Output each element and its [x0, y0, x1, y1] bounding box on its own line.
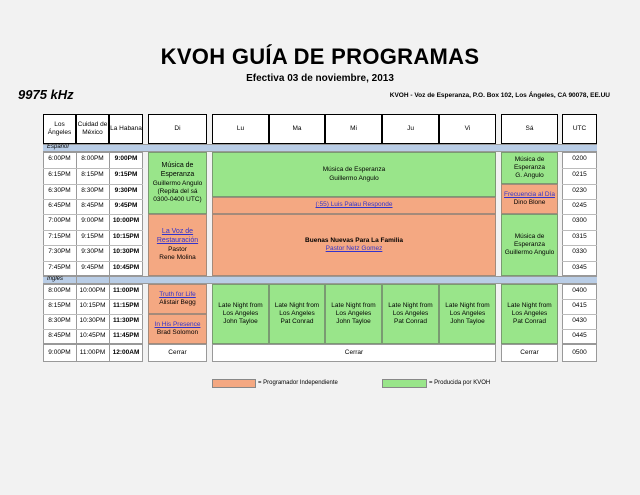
- time-utc: 0245: [572, 202, 587, 210]
- program-host: Brad Solomon: [156, 329, 199, 336]
- time-mexico: 10:45PM: [79, 332, 106, 340]
- col-vi: Vi: [439, 114, 496, 144]
- program-late-night: [325, 284, 382, 344]
- program-link[interactable]: Frecuencia al Día: [504, 190, 555, 198]
- time-mexico: 10:00PM: [79, 287, 106, 295]
- col-mi: Mi: [325, 114, 382, 144]
- time-mexico: 8:15PM: [81, 171, 104, 179]
- time-utc: 0200: [572, 155, 587, 163]
- time-mexico: 11:00PM: [79, 348, 106, 356]
- time-mexico: 9:15PM: [81, 233, 104, 241]
- time-mexico: 10:30PM: [79, 317, 106, 325]
- row-divider: [43, 214, 143, 215]
- row-divider: [562, 168, 597, 169]
- legend-swatch-independent: [212, 379, 256, 388]
- time-los-angeles: 9:00PM: [48, 348, 71, 356]
- time-los-angeles: 7:30PM: [48, 248, 71, 256]
- time-mexico: 8:45PM: [81, 202, 104, 210]
- time-utc: 0345: [572, 264, 587, 272]
- program-note: (Repita del sá 0300-0400 UTC): [153, 187, 202, 203]
- program-title: Música de Esperanza: [513, 155, 546, 171]
- program-sa-musica: [501, 152, 558, 184]
- time-mexico: 8:30PM: [81, 187, 104, 195]
- time-utc: 0330: [572, 248, 587, 256]
- program-host: Pat Conrad: [280, 318, 314, 326]
- col-mexico: Cuidad de México: [76, 114, 109, 144]
- program-di-voz: [148, 214, 207, 276]
- time-los-angeles: 6:00PM: [48, 155, 71, 163]
- program-title: Late Night from Los Angeles: [331, 301, 376, 317]
- program-link[interactable]: Truth for Life: [159, 290, 196, 298]
- program-sa-cerrar: Cerrar: [501, 344, 558, 362]
- time-utc: 0500: [572, 348, 587, 356]
- col-lu: Lu: [212, 114, 269, 144]
- time-los-angeles: 7:00PM: [48, 217, 71, 225]
- time-utc: 0215: [572, 171, 587, 179]
- time-los-angeles: 7:45PM: [48, 264, 71, 272]
- program-host: John Tayloe: [223, 318, 258, 326]
- row-divider: [562, 299, 597, 300]
- program-title: Música de Esperanza: [160, 162, 195, 178]
- row-divider: [43, 168, 143, 169]
- time-habana: 10:00PM: [112, 217, 140, 225]
- row-divider: [43, 261, 143, 262]
- time-utc: 0400: [572, 287, 587, 295]
- time-utc: 0300: [572, 217, 587, 225]
- time-habana: 12:00AM: [112, 348, 140, 356]
- program-host: John Tayloe: [336, 318, 371, 326]
- col-los-angeles: Los Ángeles: [43, 114, 76, 144]
- program-title: Late Night from Los Angeles: [218, 301, 263, 317]
- program-link[interactable]: (:55) Luis Palau Responde: [315, 201, 393, 209]
- row-divider: [562, 261, 597, 262]
- row-divider: [43, 184, 143, 185]
- time-habana: 11:30PM: [112, 317, 140, 325]
- program-host: Alistair Begg: [159, 299, 196, 306]
- time-mexico: 9:30PM: [81, 248, 104, 256]
- program-late-night: [212, 284, 269, 344]
- col-di: Di: [148, 114, 207, 144]
- row-divider: [43, 314, 143, 315]
- program-host: Guillermo Angulo: [504, 249, 555, 257]
- time-mexico: 8:00PM: [81, 155, 104, 163]
- program-role: Pastor: [168, 245, 187, 253]
- time-mexico: 9:00PM: [81, 217, 104, 225]
- program-link[interactable]: In His Presence: [154, 320, 201, 328]
- program-di-presence: [148, 314, 207, 344]
- legend-swatch-kvoh: [382, 379, 427, 388]
- time-los-angeles: 8:45PM: [48, 332, 71, 340]
- time-los-angeles: 8:30PM: [48, 317, 71, 325]
- program-wk-musica: [212, 152, 496, 197]
- program-title: Música de Esperanza: [513, 232, 546, 248]
- time-habana: 11:00PM: [112, 287, 140, 295]
- row-divider: [562, 230, 597, 231]
- effective-date: Efectiva 03 de noviembre, 2013: [246, 73, 394, 84]
- time-habana: 9:45PM: [114, 202, 138, 210]
- program-host: Pat Conrad: [394, 318, 427, 326]
- row-divider: [562, 214, 597, 215]
- col-ju: Ju: [382, 114, 439, 144]
- time-los-angeles: 7:15PM: [48, 233, 71, 241]
- program-host: Dino Blone: [513, 199, 546, 206]
- row-divider: [562, 199, 597, 200]
- program-sa-late: [501, 284, 558, 344]
- page-title: KVOH GUÍA DE PROGRAMAS: [160, 44, 480, 69]
- time-utc: 0315: [572, 233, 587, 241]
- program-host: Pat Conrad: [513, 318, 546, 326]
- program-link[interactable]: Pastor Netz Gomez: [325, 245, 383, 252]
- time-utc: 0230: [572, 187, 587, 195]
- row-divider: [562, 329, 597, 330]
- time-habana: 9:15PM: [114, 171, 138, 179]
- program-late-night: [382, 284, 439, 344]
- col-habana: La Habana: [109, 114, 143, 144]
- time-los-angeles: 8:00PM: [48, 287, 71, 295]
- section-label-spanish: Español: [47, 144, 69, 150]
- time-habana: 11:15PM: [112, 302, 140, 310]
- program-host: John Tayloe: [450, 318, 485, 326]
- time-mexico: 10:15PM: [79, 302, 106, 310]
- time-utc: 0415: [572, 302, 587, 310]
- time-habana: 10:30PM: [112, 248, 140, 256]
- program-sa-frecuencia: [501, 184, 558, 214]
- program-title: Late Night from Los Angeles: [445, 301, 490, 317]
- legend-independent: = Programador Independiente: [258, 380, 338, 386]
- program-sa-musica-2: [501, 214, 558, 276]
- section-bar-english: [43, 276, 597, 284]
- program-wk-buenas: [212, 214, 496, 276]
- time-los-angeles: 6:45PM: [48, 202, 71, 210]
- time-habana: 10:15PM: [112, 233, 140, 241]
- program-late-night: [269, 284, 325, 344]
- section-label-english: Inglés: [47, 276, 64, 282]
- frequency: 9975 kHz: [18, 87, 74, 102]
- program-link[interactable]: La Voz de Restauración: [156, 228, 199, 244]
- program-di-cerrar: Cerrar: [148, 344, 207, 362]
- row-divider: [43, 245, 143, 246]
- time-los-angeles: 8:15PM: [48, 302, 71, 310]
- row-divider: [562, 184, 597, 185]
- col-utc: UTC: [562, 114, 597, 144]
- time-los-angeles: 6:15PM: [48, 171, 71, 179]
- row-divider: [562, 245, 597, 246]
- row-divider: [43, 230, 143, 231]
- program-host: G. Angulo: [515, 172, 544, 180]
- program-host: Guillermo Angulo: [152, 179, 203, 187]
- program-wk-cerrar: Cerrar: [212, 344, 496, 362]
- time-habana: 9:00PM: [114, 155, 138, 163]
- time-los-angeles: 6:30PM: [48, 187, 71, 195]
- program-title: Música de Esperanza: [322, 166, 386, 174]
- program-di-truth: [148, 284, 207, 314]
- program-title: Buenas Nuevas Para La Familia: [305, 236, 403, 244]
- station-address: KVOH - Voz de Esperanza, P.O. Box 102, Los Ángeles, CA 90078, EE.UU: [389, 92, 610, 99]
- time-habana: 10:45PM: [112, 264, 140, 272]
- col-sa: Sá: [501, 114, 558, 144]
- row-divider: [562, 314, 597, 315]
- program-late-night: [439, 284, 496, 344]
- program-wk-palau: [212, 197, 496, 214]
- legend-kvoh: = Producida por KVOH: [429, 380, 491, 386]
- program-host: Rene Molina: [159, 253, 196, 261]
- time-utc: 0445: [572, 332, 587, 340]
- program-title: Late Night from Los Angeles: [274, 301, 320, 317]
- row-divider: [43, 299, 143, 300]
- time-habana: 9:30PM: [114, 187, 138, 195]
- program-host: Guillermo Angulo: [329, 174, 379, 182]
- time-habana: 11:45PM: [112, 332, 140, 340]
- program-title: Late Night from Los Angeles: [507, 301, 552, 317]
- time-utc: 0430: [572, 317, 587, 325]
- program-title: Late Night from Los Angeles: [388, 301, 433, 317]
- col-ma: Ma: [269, 114, 325, 144]
- row-divider: [43, 199, 143, 200]
- section-bar-spanish: [43, 144, 597, 152]
- program-di-musica: [148, 152, 207, 214]
- row-divider: [43, 329, 143, 330]
- time-mexico: 9:45PM: [81, 264, 104, 272]
